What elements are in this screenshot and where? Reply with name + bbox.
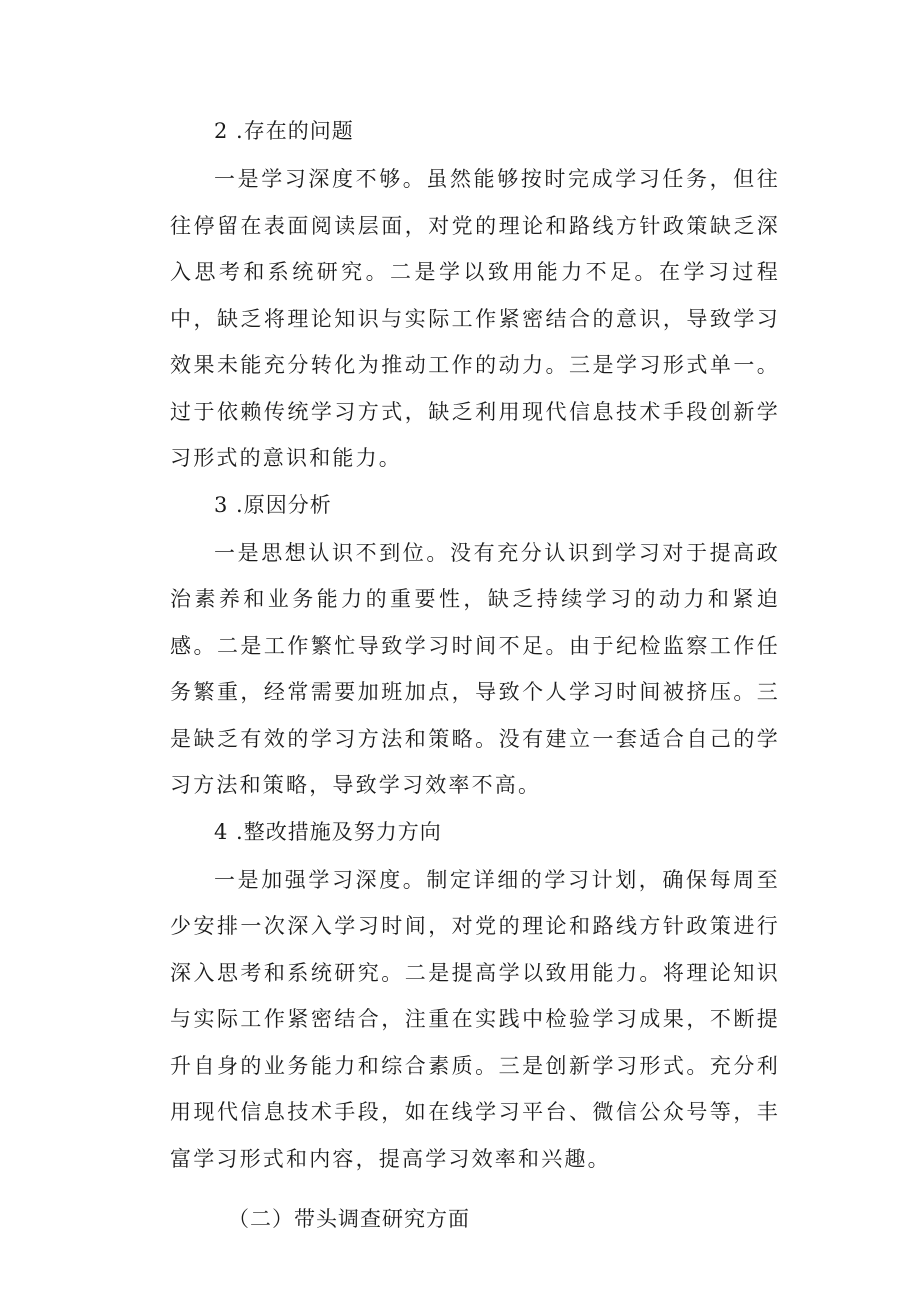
paragraph-problems: 一是学习深度不够。虽然能够按时完成学习任务，但往往停留在表面阅读层面，对党的理论和路线方针政策缺乏深入思考和系统研究。二是学以致用能力不足。在学习过程中，缺乏将理论知识与实际工作紧密结合的意识，导致学习效果未能充分转化为推动工作的动力。三是学习形式单一。过于依赖传统学习方式，缺乏利用现代信息技术手段创新学习形式的意识和能力。 xyxy=(170,167,780,470)
paragraph-causes: 一是思想认识不到位。没有充分认识到学习对于提高政治素养和业务能力的重要性，缺乏持续学习的动力和紧迫感。二是工作繁忙导致学习时间不足。由于纪检监察工作任务繁重，经常需要加班加点，导致个人学习时间被挤压。三是缺乏有效的学习方法和策略。没有建立一套适合自己的学习方法和策略，导致学习效率不高。 xyxy=(170,540,780,797)
heading-rectification-measures: 4 .整改措施及努力方向 xyxy=(214,819,442,844)
document-page xyxy=(170,110,780,1242)
heading-existing-problems: 2 .存在的问题 xyxy=(214,119,354,143)
paragraph-measures: 一是加强学习深度。制定详细的学习计划，确保每周至少安排一次深入学习时间，对党的理论和路线方针政策进行深入思考和系统研究。二是提高学以致用能力。将理论知识与实际工作紧密结合，注重在实践中检验学习成果，不断提升自身的业务能力和综合素质。三是创新学习形式。充分利用现代信息技术手段，如在线学习平台、微信公众号等，丰富学习形式和内容，提高学习效率和兴趣。 xyxy=(170,867,780,1171)
section-heading-research: （二）带头调查研究方面 xyxy=(228,1207,470,1231)
heading-cause-analysis: 3 .原因分析 xyxy=(214,492,332,517)
